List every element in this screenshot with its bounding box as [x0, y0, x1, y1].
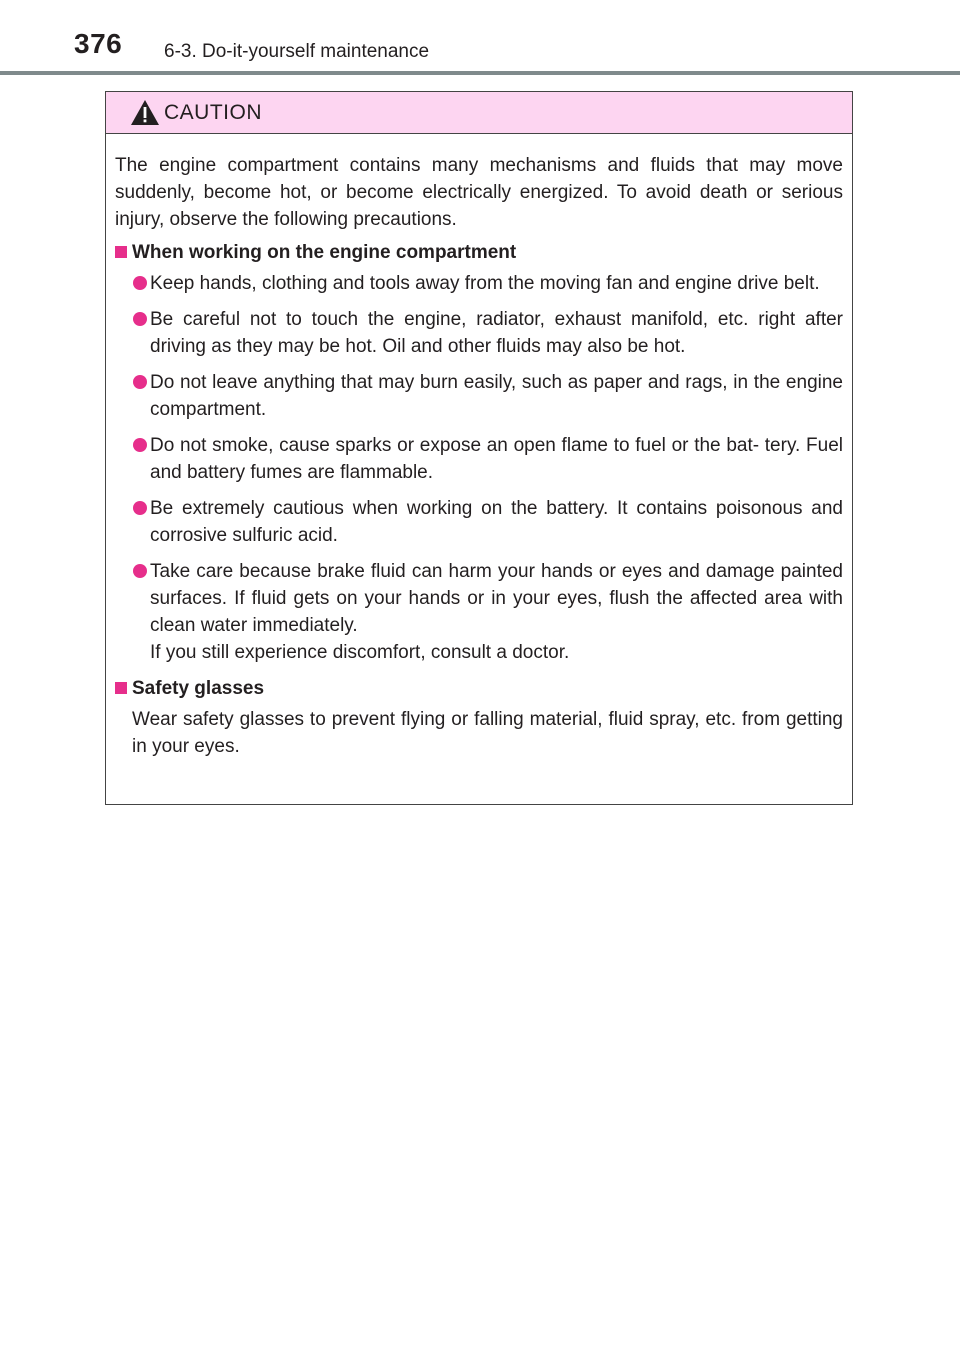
list-item	[115, 270, 843, 297]
list-item-text: Do not leave anything that may burn easily, such as paper and rags, in the engine compartment.	[150, 372, 843, 420]
list-item	[115, 432, 843, 486]
list-item	[115, 369, 843, 423]
header-divider	[0, 71, 960, 75]
circle-bullet-icon	[133, 276, 147, 290]
warning-triangle-icon	[130, 99, 160, 126]
circle-bullet-icon	[133, 438, 147, 452]
square-bullet-icon	[115, 246, 127, 258]
page-header	[0, 0, 960, 76]
list-item-text: Take care because brake fluid can harm your hands or eyes and damage painted surfaces. If fluid gets on your hands or in your eyes, flush the affected area with clean water immediately.	[150, 561, 843, 636]
caution-box	[105, 91, 853, 805]
caution-header	[106, 92, 852, 134]
page-number: 376	[74, 28, 123, 59]
list-item-text: Be extremely cautious when working on the battery. It contains poisonous and corrosive sulfuric acid.	[150, 498, 843, 546]
circle-bullet-icon	[133, 312, 147, 326]
section-heading-safety-glasses	[115, 675, 843, 702]
section-heading-text: Safety glasses	[132, 678, 265, 699]
caution-label: CAUTION	[164, 101, 262, 124]
safety-glasses-text: Wear safety glasses to prevent flying or falling material, fluid spray, etc. from getting in your eyes.	[132, 709, 843, 757]
list-item	[115, 306, 843, 360]
list-item-text: Keep hands, clothing and tools away from the moving fan and engine drive belt.	[150, 273, 820, 294]
circle-bullet-icon	[133, 375, 147, 389]
circle-bullet-icon	[133, 501, 147, 515]
square-bullet-icon	[115, 682, 127, 694]
caution-intro: The engine compartment contains many mechanisms and fluids that may move suddenly, become hot, or become electrically energized. To avoid death or serious injury, observe the following precautions.	[115, 155, 843, 230]
caution-body	[106, 134, 852, 760]
list-item-text: Be careful not to touch the engine, radiator, exhaust manifold, etc. right after driving as they may be hot. Oil and other fluids may also be hot.	[150, 309, 843, 357]
list-item-extra-text: If you still experience discomfort, consult a doctor.	[150, 642, 570, 663]
section-heading-text: When working on the engine compartment	[132, 242, 517, 263]
list-item	[115, 495, 843, 549]
section-heading-engine-compartment	[115, 239, 843, 266]
circle-bullet-icon	[133, 564, 147, 578]
section-title: 6-3. Do-it-yourself maintenance	[164, 41, 430, 62]
list-item	[115, 558, 843, 666]
list-item-text: Do not smoke, cause sparks or expose an open flame to fuel or the bat- tery. Fuel and battery fumes are flammable.	[150, 435, 843, 483]
